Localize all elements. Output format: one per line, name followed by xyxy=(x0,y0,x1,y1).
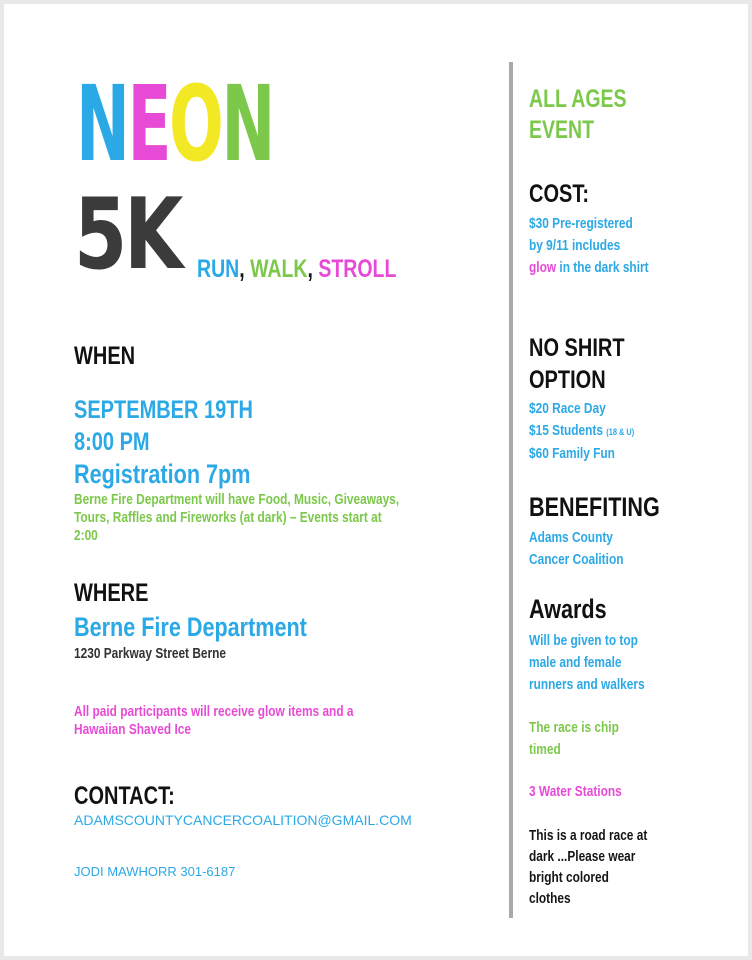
all-ages-line: ALL AGES xyxy=(529,85,627,113)
contact-person: JODI MAWHORR 301-6187 xyxy=(74,864,236,879)
neon-letter-e: E xyxy=(127,63,170,185)
tagline-walk: WALK xyxy=(250,255,308,283)
event-details-line: 2:00 xyxy=(74,528,98,544)
benefiting-heading: BENEFITING xyxy=(529,492,660,522)
event-date: SEPTEMBER 19TH xyxy=(74,396,253,424)
contact-email[interactable]: ADAMSCOUNTYCANCERCOALITION@GMAIL.COM xyxy=(74,812,412,828)
chip-timed-line: timed xyxy=(529,742,561,758)
cost-glow: glow xyxy=(529,260,557,276)
no-shirt-prices xyxy=(529,398,634,465)
cost-line: $30 Pre-registered xyxy=(529,216,633,232)
beneficiary-line: Adams County xyxy=(529,530,613,546)
awards-line: Will be given to top xyxy=(529,633,638,649)
price-students xyxy=(529,420,634,443)
cost-line: by 9/11 includes xyxy=(529,238,621,254)
road-race-note xyxy=(529,826,647,910)
tagline xyxy=(197,255,396,284)
chip-timed-line: The race is chip xyxy=(529,720,619,736)
neon-letter-n1: N xyxy=(76,63,128,185)
road-race-line: bright colored xyxy=(529,870,609,886)
neon-title xyxy=(76,63,273,185)
price-students-label: $15 Students xyxy=(529,423,604,439)
tagline-comma: , xyxy=(307,255,313,283)
tagline-run: RUN xyxy=(197,255,240,283)
water-stations: 3 Water Stations xyxy=(529,784,622,800)
awards-heading: Awards xyxy=(529,594,607,624)
no-shirt-line: OPTION xyxy=(529,366,606,394)
cost-heading: COST: xyxy=(529,180,589,208)
road-race-line: This is a road race at xyxy=(529,828,648,844)
cost-rest: in the dark shirt xyxy=(556,260,649,276)
participants-note-line: All paid participants will receive glow items and a xyxy=(74,704,354,720)
all-ages-label xyxy=(529,84,627,146)
cost-details xyxy=(529,213,649,279)
column-divider xyxy=(509,62,513,918)
event-details-line: Tours, Raffles and Fireworks (at dark) – Events start at xyxy=(74,510,382,526)
beneficiary xyxy=(529,527,623,571)
all-ages-line: EVENT xyxy=(529,116,595,144)
where-heading: WHERE xyxy=(74,579,149,607)
road-race-line: dark ...Please wear xyxy=(529,849,636,865)
tagline-comma: , xyxy=(239,255,245,283)
event-details-line: Berne Fire Department will have Food, Music, Giveaways, xyxy=(74,492,400,508)
no-shirt-line: NO SHIRT xyxy=(529,334,625,362)
awards-line: runners and walkers xyxy=(529,677,645,693)
tagline-stroll: STROLL xyxy=(318,255,397,283)
road-race-line: clothes xyxy=(529,891,571,907)
awards-text xyxy=(529,630,645,696)
when-heading: WHEN xyxy=(74,342,136,370)
distance-title: 5K xyxy=(74,178,181,292)
no-shirt-heading xyxy=(529,332,625,396)
flyer-page xyxy=(4,4,748,956)
cost-line xyxy=(529,257,649,279)
venue-name: Berne Fire Department xyxy=(74,612,307,642)
chip-timed-note xyxy=(529,717,619,761)
participants-note xyxy=(74,703,354,739)
event-time: 8:00 PM xyxy=(74,428,150,456)
venue-address: 1230 Parkway Street Berne xyxy=(74,646,227,662)
beneficiary-line: Cancer Coalition xyxy=(529,552,624,568)
contact-heading: CONTACT: xyxy=(74,782,175,810)
participants-note-line: Hawaiian Shaved Ice xyxy=(74,722,191,738)
price-students-note: (18 & U) xyxy=(606,427,635,437)
awards-line: male and female xyxy=(529,655,622,671)
neon-letter-n2: N xyxy=(221,63,273,185)
price-family: $60 Family Fun xyxy=(529,446,615,462)
event-details xyxy=(74,491,399,545)
registration-time: Registration 7pm xyxy=(74,459,251,489)
price-race-day: $20 Race Day xyxy=(529,401,606,417)
neon-letter-o: O xyxy=(169,63,222,185)
